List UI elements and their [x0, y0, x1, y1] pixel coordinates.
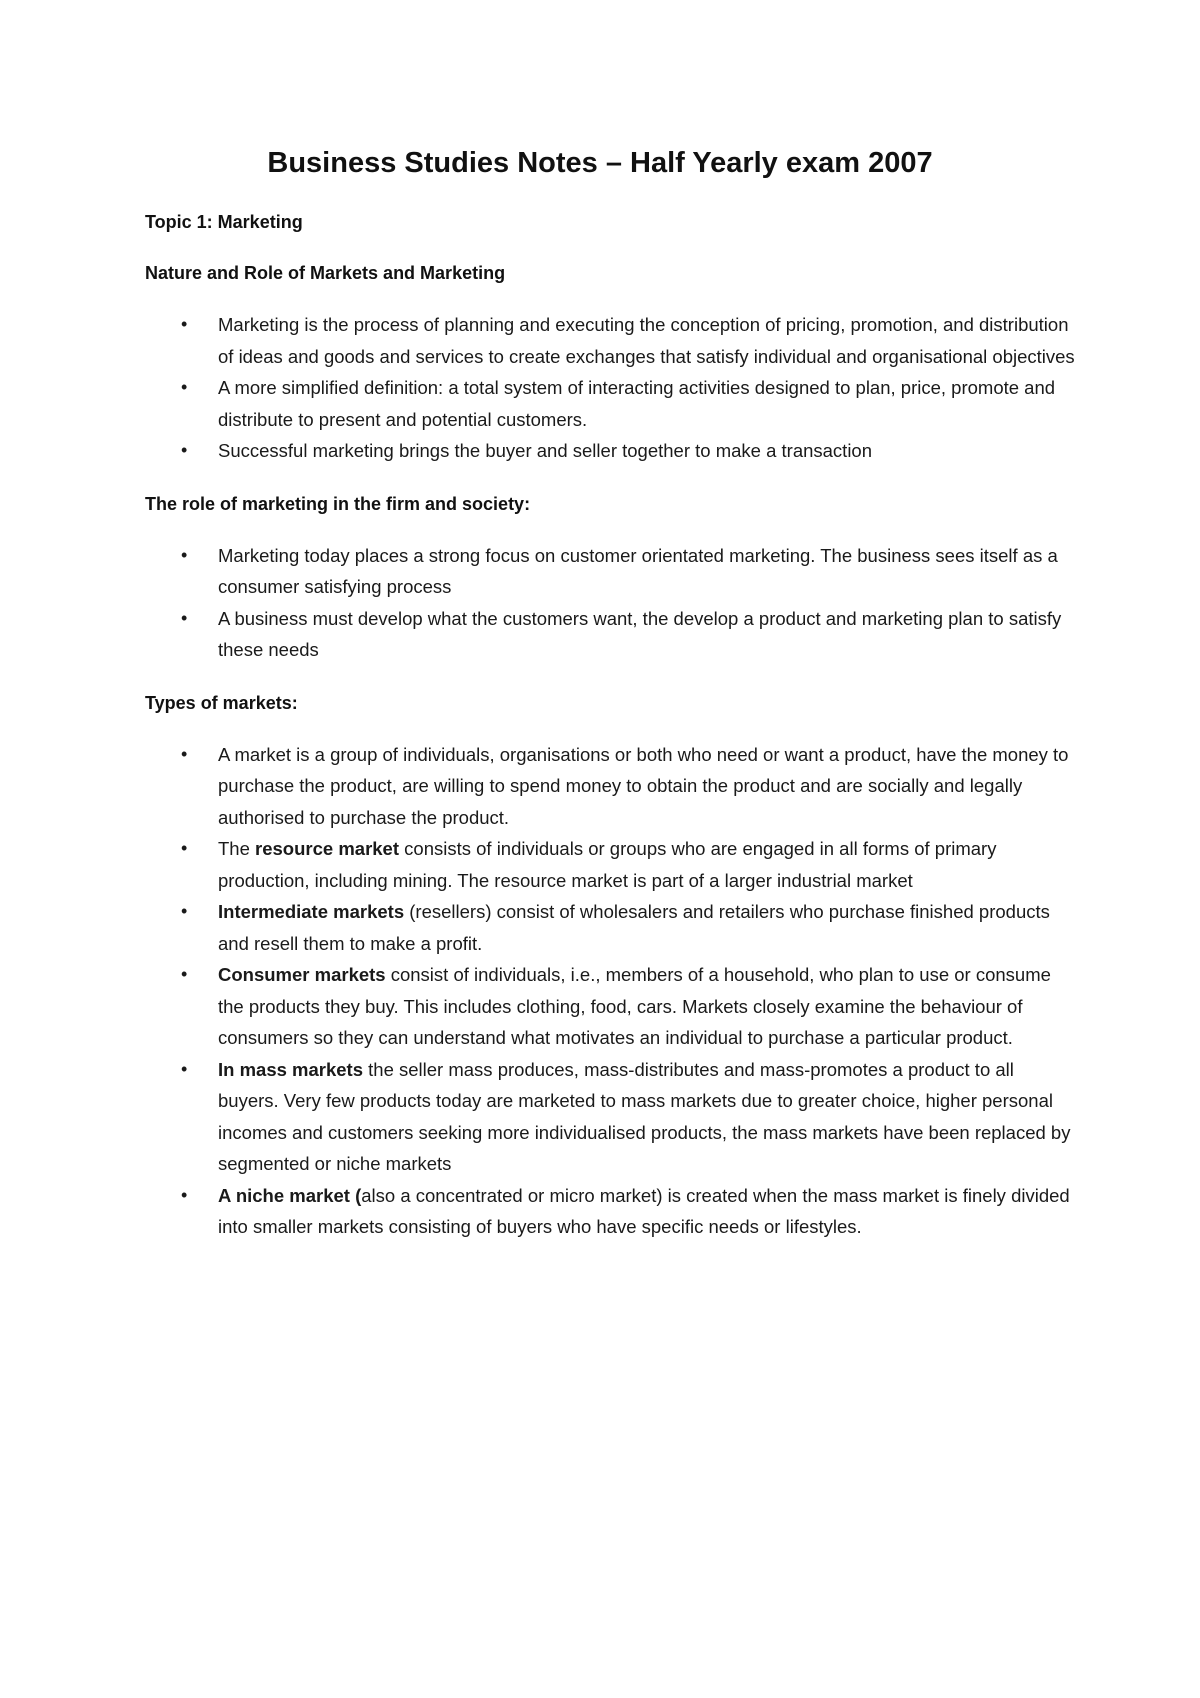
- bullet-icon: •: [181, 1058, 188, 1079]
- document-title: Business Studies Notes – Half Yearly exam 2007: [267, 147, 933, 179]
- bullet-icon: •: [181, 440, 188, 460]
- list-item-text: A more simplified definition: a total system of interacting activities designed to plan, price, promote and distribute to present and potential customers.: [218, 377, 1056, 430]
- list-item-text: (resellers) consist of wholesalers and retailers who purchase finished products and resell them to make a profit.: [218, 901, 1050, 954]
- topic-heading: Topic 1: Marketing: [145, 212, 303, 232]
- list-item-text: Marketing is the process of planning and executing the conception of pricing, promotion, and distribution of ideas and goods and services to create exchanges that satisfy individual and organisational objectives: [218, 314, 1075, 367]
- bullet-icon: •: [181, 314, 188, 334]
- list-item-text: Successful marketing brings the buyer and seller together to make a transaction: [218, 440, 873, 461]
- bullet-icon: •: [181, 838, 188, 858]
- list-item: [145, 959, 1075, 1054]
- document-body: [145, 210, 1075, 1268]
- section-heading-types-of-markets: Types of markets:: [145, 692, 298, 713]
- bullet-icon: •: [181, 377, 188, 397]
- list-item-prefix: The: [218, 838, 256, 859]
- bullet-icon: •: [181, 901, 188, 921]
- list-item: [145, 1054, 1075, 1180]
- bullet-icon: •: [181, 964, 188, 984]
- list-item: [145, 1180, 1075, 1243]
- bullet-list-types-of-markets: [145, 739, 1075, 1243]
- bullet-icon: •: [181, 544, 188, 565]
- list-item-text: Marketing today places a strong focus on customer orientated marketing. The business sees itself as a consumer satisfying process: [218, 544, 1058, 597]
- list-item: [145, 435, 1075, 467]
- bullet-icon: •: [181, 607, 188, 628]
- bullet-list-role-of-marketing: [145, 540, 1075, 666]
- section-heading-role-of-marketing: The role of marketing in the firm and society:: [145, 493, 531, 514]
- list-item-term: In mass markets: [218, 1058, 364, 1080]
- bullet-icon: •: [181, 743, 188, 764]
- list-item-text: consists of individuals or groups who are engaged in all forms of primary production, including mining. The resource market is part of a larger industrial market: [218, 838, 997, 891]
- list-item-term: Consumer markets: [218, 964, 386, 985]
- list-item: [145, 309, 1075, 372]
- list-item: [145, 739, 1075, 834]
- list-item-text: the seller mass produces, mass-distributes and mass-promotes a product to all buyers. Very few products today are marketed to mass markets due to greater choice, higher personal incomes and customers seeking more individualised products, the mass markets have been replaced by segmented or niche markets: [218, 1058, 1071, 1174]
- list-item: [145, 833, 1075, 896]
- list-item-text: A market is a group of individuals, organisations or both who need or want a product, have the money to purchase the product, are willing to spend money to obtain the product and are socially and legally authorised to purchase the product.: [218, 743, 1069, 828]
- bullet-icon: •: [181, 1184, 188, 1205]
- list-item-text: consist of individuals, i.e., members of a household, who plan to use or consume the products they buy. This includes clothing, food, cars. Markets closely examine the behaviour of consumers so they can understand what motivates an individual to purchase a particular product.: [218, 964, 1051, 1048]
- list-item-text: also a concentrated or micro market) is created when the mass market is finely divided into smaller markets consisting of buyers who have specific needs or lifestyles.: [218, 1184, 1070, 1237]
- list-item: [145, 603, 1075, 666]
- list-item-term: Intermediate markets: [218, 901, 405, 922]
- list-item: [145, 540, 1075, 603]
- list-item-term: resource market: [255, 838, 400, 859]
- list-item: [145, 896, 1075, 959]
- section-heading-nature-role: Nature and Role of Markets and Marketing: [145, 263, 506, 283]
- list-item-term: A niche market (: [218, 1184, 362, 1206]
- list-item-text: A business must develop what the customers want, the develop a product and marketing plan to satisfy these needs: [218, 607, 1062, 660]
- bullet-list-nature-role: [145, 309, 1075, 467]
- list-item: [145, 372, 1075, 435]
